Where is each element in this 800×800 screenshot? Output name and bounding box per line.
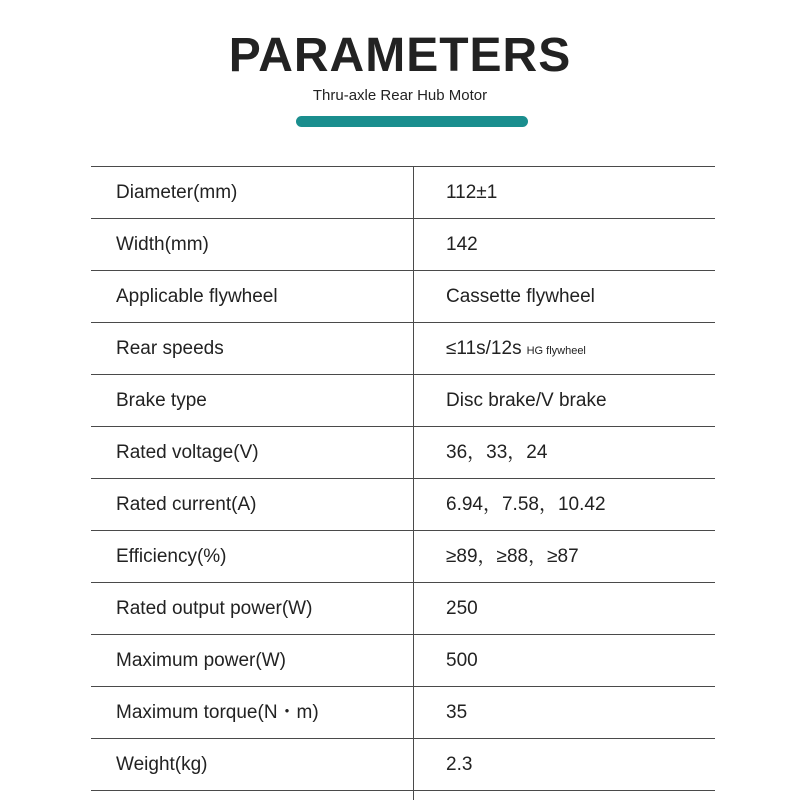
spec-value: 142 bbox=[446, 234, 478, 255]
page-title: PARAMETERS bbox=[228, 29, 572, 82]
spec-label: Maximum power(W) bbox=[116, 650, 286, 671]
spec-row-width bbox=[91, 219, 715, 271]
spec-row-diameter bbox=[91, 167, 715, 219]
spec-label: Rated voltage(V) bbox=[116, 442, 259, 463]
spec-label: Brake type bbox=[116, 390, 207, 411]
spec-label: Width(mm) bbox=[116, 234, 209, 255]
spec-label: Efficiency(%) bbox=[116, 546, 227, 567]
spec-value: 36，33，24 bbox=[446, 442, 548, 463]
spec-row-rated-current bbox=[91, 479, 715, 531]
spec-label: Diameter(mm) bbox=[116, 182, 238, 203]
spec-value: 112±1 bbox=[446, 182, 498, 203]
spec-value: 35 bbox=[446, 702, 468, 723]
spec-value: 250 bbox=[446, 598, 478, 619]
spec-label: Rated output power(W) bbox=[116, 598, 313, 619]
spec-label: Weight(kg) bbox=[116, 754, 208, 775]
page-subtitle: Thru-axle Rear Hub Motor bbox=[312, 87, 488, 104]
spec-row-maximum-torque bbox=[91, 687, 715, 739]
spec-label: Maximum torque(N・m) bbox=[116, 702, 319, 723]
spec-label: Applicable flywheel bbox=[116, 286, 278, 307]
spec-row-flywheel bbox=[91, 271, 715, 323]
spec-row-brake-type bbox=[91, 375, 715, 427]
spec-value: Disc brake/V brake bbox=[446, 390, 607, 411]
spec-row-rated-output-power bbox=[91, 583, 715, 635]
accent-bar bbox=[296, 116, 528, 127]
spec-row-efficiency bbox=[91, 531, 715, 583]
spec-label: Rated current(A) bbox=[116, 494, 257, 515]
spec-value: 2.3 bbox=[446, 754, 473, 775]
spec-value: Cassette flywheel bbox=[446, 286, 595, 307]
spec-row-rated-voltage bbox=[91, 427, 715, 479]
spec-row-maximum-power bbox=[91, 635, 715, 687]
column-divider bbox=[413, 166, 414, 800]
spec-table bbox=[91, 166, 715, 791]
spec-value: ≥89，≥88，≥87 bbox=[446, 546, 579, 567]
spec-value: 6.94，7.58，10.42 bbox=[446, 494, 606, 515]
spec-row-rear-speeds bbox=[91, 323, 715, 375]
spec-value: ≤11s/12s bbox=[446, 338, 522, 359]
spec-value: 500 bbox=[446, 650, 478, 671]
spec-label: Rear speeds bbox=[116, 338, 224, 359]
spec-value-note: HG flywheel bbox=[526, 345, 586, 357]
spec-value-group bbox=[446, 323, 586, 374]
spec-row-weight bbox=[91, 739, 715, 791]
